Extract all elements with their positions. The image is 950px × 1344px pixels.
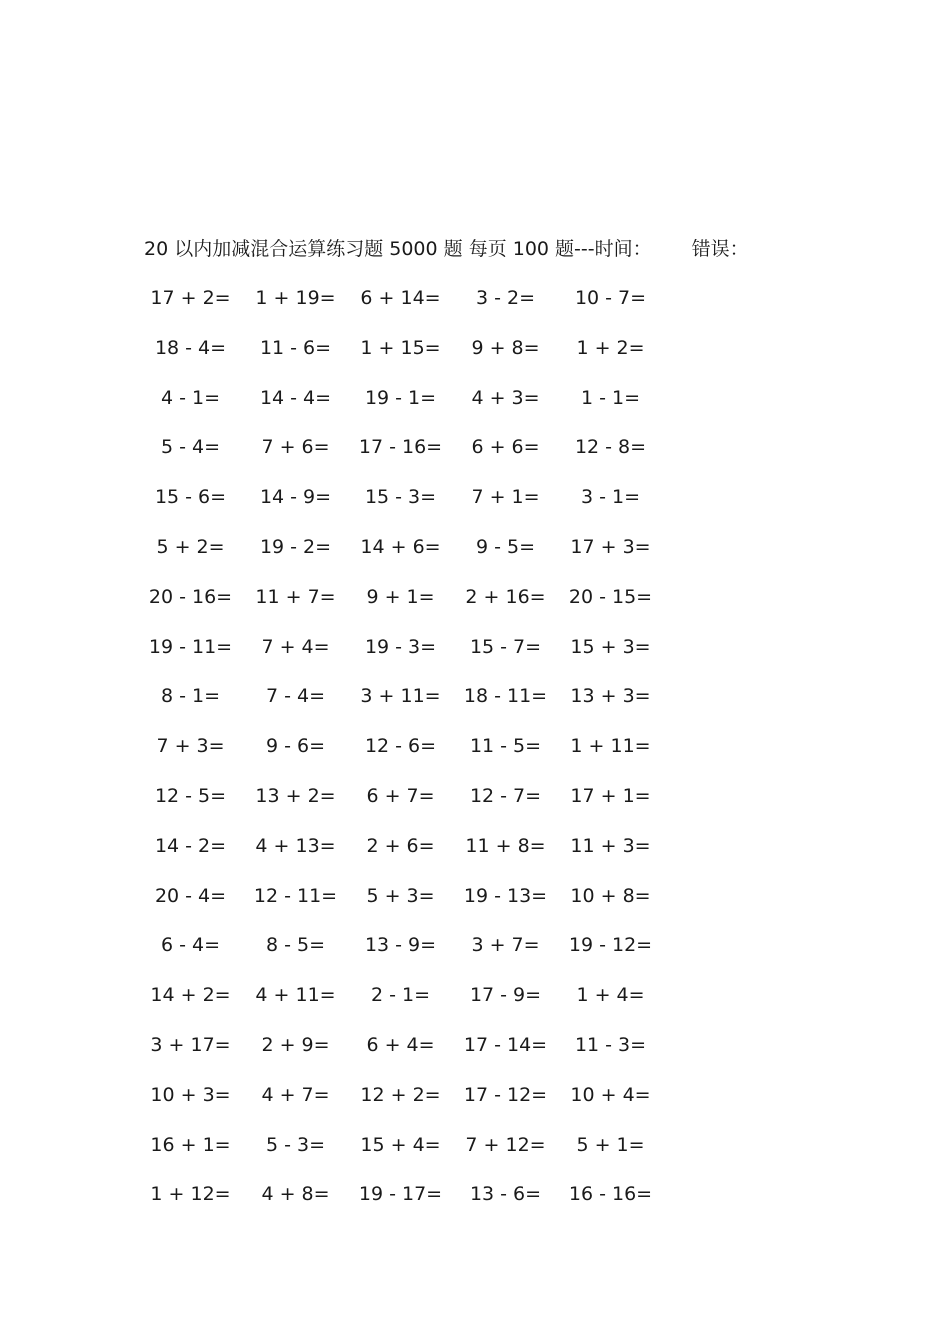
problem-row bbox=[138, 1082, 678, 1132]
math-problem: 2 + 6= bbox=[366, 834, 435, 857]
math-problem: 5 - 3= bbox=[265, 1133, 326, 1156]
math-problem: 4 + 8= bbox=[261, 1183, 330, 1206]
math-problem: 12 - 8= bbox=[574, 436, 647, 459]
math-problem: 17 + 3= bbox=[570, 535, 651, 558]
math-problem: 9 - 6= bbox=[265, 735, 326, 758]
problem-row bbox=[138, 1032, 678, 1082]
problem-row bbox=[138, 932, 678, 982]
problem-row bbox=[138, 634, 678, 684]
math-problem: 15 + 4= bbox=[360, 1133, 441, 1156]
math-problem: 17 - 9= bbox=[469, 984, 542, 1007]
math-problem: 2 - 1= bbox=[370, 984, 431, 1007]
math-problem: 5 + 1= bbox=[576, 1133, 645, 1156]
math-problem: 12 - 7= bbox=[469, 784, 542, 807]
math-problem: 17 - 14= bbox=[463, 1033, 548, 1056]
problem-grid bbox=[138, 285, 678, 1231]
math-problem: 12 - 11= bbox=[253, 884, 338, 907]
math-problem: 15 - 6= bbox=[154, 486, 227, 509]
math-problem: 13 - 9= bbox=[364, 934, 437, 957]
math-problem: 20 - 4= bbox=[154, 884, 227, 907]
math-problem: 12 - 6= bbox=[364, 735, 437, 758]
math-problem: 11 + 7= bbox=[255, 585, 336, 608]
math-problem: 20 - 16= bbox=[148, 585, 233, 608]
worksheet-title: 20 以内加减混合运算练习题 5000 题 每页 100 题---时间： bbox=[144, 238, 652, 260]
math-problem: 14 - 2= bbox=[154, 834, 227, 857]
math-problem: 3 - 1= bbox=[580, 486, 641, 509]
math-problem: 12 - 5= bbox=[154, 784, 227, 807]
math-problem: 1 + 4= bbox=[576, 984, 645, 1007]
math-problem: 18 - 4= bbox=[154, 336, 227, 359]
math-problem: 13 - 6= bbox=[469, 1183, 542, 1206]
math-problem: 6 + 14= bbox=[360, 287, 441, 309]
problem-row bbox=[138, 385, 678, 435]
math-problem: 14 + 6= bbox=[360, 535, 441, 558]
problem-row bbox=[138, 434, 678, 484]
math-problem: 3 + 7= bbox=[471, 934, 540, 957]
problem-row bbox=[138, 1181, 678, 1231]
problem-row bbox=[138, 982, 678, 1032]
math-problem: 17 - 12= bbox=[463, 1083, 548, 1106]
math-problem: 17 - 16= bbox=[358, 436, 443, 459]
math-problem: 8 - 1= bbox=[160, 685, 221, 708]
math-problem: 3 + 11= bbox=[360, 685, 441, 708]
problem-row bbox=[138, 833, 678, 883]
math-problem: 18 - 11= bbox=[463, 685, 548, 708]
math-problem: 4 + 7= bbox=[261, 1083, 330, 1106]
problem-row bbox=[138, 783, 678, 833]
math-problem: 7 + 4= bbox=[261, 635, 330, 658]
math-problem: 5 + 2= bbox=[156, 535, 225, 558]
math-problem: 3 + 17= bbox=[150, 1033, 231, 1056]
math-problem: 9 + 1= bbox=[366, 585, 435, 608]
math-problem: 7 + 3= bbox=[156, 735, 225, 758]
math-problem: 10 - 7= bbox=[574, 287, 647, 309]
math-problem: 15 - 7= bbox=[469, 635, 542, 658]
math-problem: 6 + 6= bbox=[471, 436, 540, 459]
problem-row bbox=[138, 683, 678, 733]
math-problem: 13 + 2= bbox=[255, 784, 336, 807]
math-problem: 14 + 2= bbox=[150, 984, 231, 1007]
math-problem: 15 + 3= bbox=[570, 635, 651, 658]
math-problem: 17 + 2= bbox=[150, 287, 231, 309]
math-problem: 17 + 1= bbox=[570, 784, 651, 807]
problem-row bbox=[138, 534, 678, 584]
math-problem: 1 + 15= bbox=[360, 336, 441, 359]
math-problem: 13 + 3= bbox=[570, 685, 651, 708]
math-problem: 19 - 13= bbox=[463, 884, 548, 907]
math-problem: 3 - 2= bbox=[475, 287, 536, 309]
math-problem: 6 + 4= bbox=[366, 1033, 435, 1056]
math-problem: 10 + 3= bbox=[150, 1083, 231, 1106]
math-problem: 1 + 11= bbox=[570, 735, 651, 758]
math-problem: 11 + 8= bbox=[465, 834, 546, 857]
math-problem: 9 - 5= bbox=[475, 535, 536, 558]
math-problem: 11 - 3= bbox=[574, 1033, 647, 1056]
math-problem: 5 - 4= bbox=[160, 436, 221, 459]
math-problem: 4 - 1= bbox=[160, 386, 221, 409]
math-problem: 9 + 8= bbox=[471, 336, 540, 359]
problem-row bbox=[138, 484, 678, 534]
math-problem: 7 + 6= bbox=[261, 436, 330, 459]
problem-row bbox=[138, 1132, 678, 1182]
math-problem: 4 + 11= bbox=[255, 984, 336, 1007]
math-problem: 14 - 4= bbox=[259, 386, 332, 409]
math-problem: 10 + 4= bbox=[570, 1083, 651, 1106]
math-problem: 5 + 3= bbox=[366, 884, 435, 907]
math-problem: 19 - 1= bbox=[364, 386, 437, 409]
math-problem: 19 - 17= bbox=[358, 1183, 443, 1206]
math-problem: 7 + 12= bbox=[465, 1133, 546, 1156]
worksheet-header bbox=[144, 236, 749, 262]
math-problem: 11 - 6= bbox=[259, 336, 332, 359]
problem-row bbox=[138, 883, 678, 933]
math-problem: 10 + 8= bbox=[570, 884, 651, 907]
math-problem: 7 + 1= bbox=[471, 486, 540, 509]
math-problem: 11 + 3= bbox=[570, 834, 651, 857]
math-problem: 19 - 11= bbox=[148, 635, 233, 658]
math-problem: 16 + 1= bbox=[150, 1133, 231, 1156]
errors-label: 错误： bbox=[691, 238, 749, 260]
math-problem: 19 - 2= bbox=[259, 535, 332, 558]
math-problem: 11 - 5= bbox=[469, 735, 542, 758]
math-problem: 6 + 7= bbox=[366, 784, 435, 807]
math-problem: 19 - 3= bbox=[364, 635, 437, 658]
math-problem: 12 + 2= bbox=[360, 1083, 441, 1106]
math-problem: 14 - 9= bbox=[259, 486, 332, 509]
problem-row bbox=[138, 584, 678, 634]
math-problem: 15 - 3= bbox=[364, 486, 437, 509]
math-problem: 16 - 16= bbox=[568, 1183, 653, 1206]
math-problem: 7 - 4= bbox=[265, 685, 326, 708]
math-problem: 20 - 15= bbox=[568, 585, 653, 608]
problem-row bbox=[138, 335, 678, 385]
math-problem: 2 + 16= bbox=[465, 585, 546, 608]
math-problem: 8 - 5= bbox=[265, 934, 326, 957]
problem-row bbox=[138, 733, 678, 783]
math-problem: 19 - 12= bbox=[568, 934, 653, 957]
math-problem: 6 - 4= bbox=[160, 934, 221, 957]
math-problem: 4 + 13= bbox=[255, 834, 336, 857]
math-problem: 1 + 12= bbox=[150, 1183, 231, 1206]
math-problem: 1 + 2= bbox=[576, 336, 645, 359]
math-problem: 2 + 9= bbox=[261, 1033, 330, 1056]
math-problem: 4 + 3= bbox=[471, 386, 540, 409]
math-problem: 1 - 1= bbox=[580, 386, 641, 409]
math-problem: 1 + 19= bbox=[255, 287, 336, 309]
problem-row bbox=[138, 285, 678, 335]
